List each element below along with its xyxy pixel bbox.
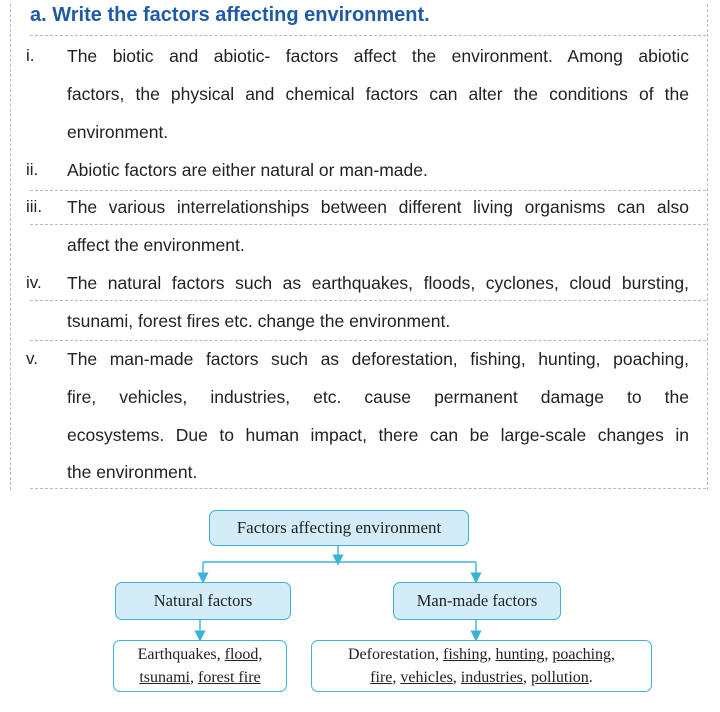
point-line: fire, vehicles, industries, etc. cause permanent damage to the <box>67 387 689 407</box>
example-text: Earthquakes, <box>137 646 225 663</box>
example-text: Deforestation, <box>347 646 444 663</box>
example-text: poaching <box>552 646 612 663</box>
point-line: environment. <box>67 122 169 142</box>
example-text: industries <box>460 669 524 686</box>
point-marker: v. <box>26 349 38 368</box>
point-line: factors, the physical and chemical factors can alter the conditions of the <box>67 84 689 104</box>
point-marker: ii. <box>26 160 39 179</box>
point-line: Abiotic factors are either natural or man-made. <box>67 160 428 180</box>
example-text: , <box>544 646 553 663</box>
example-text: , <box>611 646 616 663</box>
natural-factors-node: Natural factors <box>115 582 291 620</box>
point-marker: iv. <box>26 273 42 292</box>
example-text: , <box>190 669 198 686</box>
example-text: , <box>392 669 401 686</box>
example-text: fire <box>370 669 393 686</box>
example-text: tsunami <box>139 669 190 686</box>
root-node: Factors affecting environment <box>209 510 469 546</box>
manmade-examples-node <box>311 640 652 692</box>
point-line: The natural factors such as earthquakes, floods, cyclones, cloud bursting, <box>67 273 689 293</box>
example-text: pollution <box>531 669 589 686</box>
point-line: the environment. <box>67 462 198 482</box>
point-line: affect the environment. <box>67 235 245 255</box>
example-text: hunting <box>495 646 545 663</box>
point-marker: iii. <box>26 197 43 216</box>
question-title: Write the factors affecting environment. <box>52 4 430 26</box>
manmade-factors-node: Man-made factors <box>393 582 561 620</box>
point-line: ecosystems. Due to human impact, there can be large-scale changes in <box>67 425 689 445</box>
example-text: vehicles <box>400 669 453 686</box>
question-label: a. <box>30 4 47 26</box>
point-line: The biotic and abiotic- factors affect the environment. Among abiotic <box>67 46 689 66</box>
example-text: forest fire <box>198 669 261 686</box>
example-text: , <box>487 646 496 663</box>
example-text: flood, <box>224 646 263 663</box>
point-line: The man-made factors such as deforestation, fishing, hunting, poaching, <box>67 349 689 369</box>
example-text: , <box>523 669 532 686</box>
point-line: tsunami, forest fires etc. change the environment. <box>67 311 451 331</box>
example-text: , <box>452 669 461 686</box>
point-marker: i. <box>26 46 35 65</box>
natural-examples-node <box>113 640 287 692</box>
example-text: fishing <box>443 646 488 663</box>
point-line: The various interrelationships between different living organisms can also <box>67 197 689 217</box>
example-text: . <box>588 669 593 686</box>
